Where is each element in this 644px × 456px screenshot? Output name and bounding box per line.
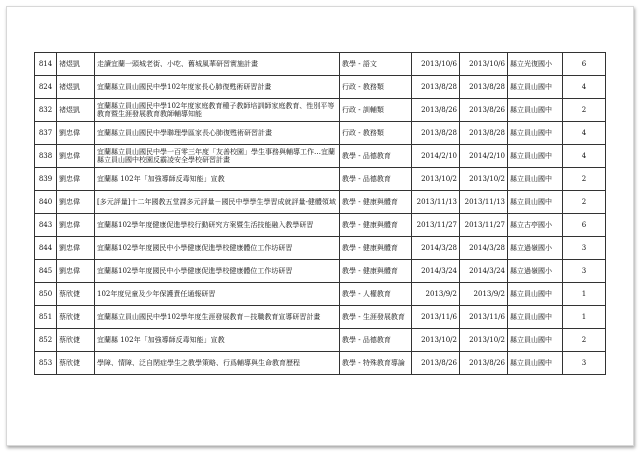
record-id-cell: 838 <box>35 145 57 168</box>
course-title-cell: 宜蘭縣102學年度健康促進學校行動研究方案暨生活技能融入教學研習 <box>95 214 340 237</box>
course-title-cell: [多元評量]十二年國教五堂課多元評量－國民中學學生學習成就評量-健體領域 <box>95 191 340 214</box>
table-row <box>35 99 606 122</box>
course-title-cell: 宜蘭縣 102年「加強導師反毒知能」宣教 <box>95 329 340 352</box>
hours-cell: 3 <box>563 237 606 260</box>
course-title-cell: 宜蘭縣立員山國民中學102年度家長心肺復甦術研習計畫 <box>95 76 340 99</box>
teacher-name-cell: 褚煜凱 <box>57 99 95 122</box>
category-cell: 教學 - 品德教育 <box>340 145 412 168</box>
end-date-cell: 2013/8/28 <box>460 122 508 145</box>
category-cell: 行政 - 訓輔類 <box>340 99 412 122</box>
table-row <box>35 122 606 145</box>
start-date-cell: 2013/9/2 <box>412 283 460 306</box>
hours-cell: 2 <box>563 99 606 122</box>
course-title-cell: 走讀宜蘭一頭城老街、小吃、舊城風華研習實施計畫 <box>95 53 340 76</box>
teacher-name-cell: 褚煜凱 <box>57 76 95 99</box>
end-date-cell: 2013/10/6 <box>460 53 508 76</box>
organizer-cell: 縣立過嶺國小 <box>508 237 563 260</box>
start-date-cell: 2013/11/27 <box>412 214 460 237</box>
teacher-name-cell: 劉忠偉 <box>57 260 95 283</box>
category-cell: 教學 - 語文 <box>340 53 412 76</box>
organizer-cell: 縣立員山國中 <box>508 99 563 122</box>
end-date-cell: 2013/8/26 <box>460 99 508 122</box>
record-id-cell: 844 <box>35 237 57 260</box>
category-cell: 教學 - 品德教育 <box>340 329 412 352</box>
teacher-name-cell: 褚煜凱 <box>57 53 95 76</box>
table-row <box>35 53 606 76</box>
end-date-cell: 2013/8/26 <box>460 352 508 375</box>
table-row <box>35 214 606 237</box>
category-cell: 教學 - 人權教育 <box>340 283 412 306</box>
organizer-cell: 縣立員山國中 <box>508 76 563 99</box>
teacher-name-cell: 蔡欣倢 <box>57 283 95 306</box>
organizer-cell: 縣立過嶺國小 <box>508 260 563 283</box>
organizer-cell: 縣立古亭國小 <box>508 214 563 237</box>
start-date-cell: 2014/3/24 <box>412 260 460 283</box>
start-date-cell: 2013/8/28 <box>412 122 460 145</box>
start-date-cell: 2014/3/28 <box>412 237 460 260</box>
hours-cell: 2 <box>563 191 606 214</box>
start-date-cell: 2013/10/2 <box>412 168 460 191</box>
organizer-cell: 縣立員山國中 <box>508 168 563 191</box>
category-cell: 教學 - 特殊教育導論 <box>340 352 412 375</box>
table-row <box>35 260 606 283</box>
table-row <box>35 283 606 306</box>
table-row <box>35 168 606 191</box>
start-date-cell: 2013/10/6 <box>412 53 460 76</box>
table-row <box>35 145 606 168</box>
record-id-cell: 853 <box>35 352 57 375</box>
hours-cell: 4 <box>563 122 606 145</box>
record-id-cell: 832 <box>35 99 57 122</box>
start-date-cell: 2014/2/10 <box>412 145 460 168</box>
category-cell: 教學 - 健康與體育 <box>340 260 412 283</box>
teacher-name-cell: 劉忠偉 <box>57 237 95 260</box>
record-id-cell: 840 <box>35 191 57 214</box>
category-cell: 行政 - 教務類 <box>340 76 412 99</box>
course-title-cell: 宜蘭縣立員山國民中學102學年度生涯發展教育－技職教育宣導研習計畫 <box>95 306 340 329</box>
table-row <box>35 329 606 352</box>
table-row <box>35 76 606 99</box>
hours-cell: 2 <box>563 168 606 191</box>
start-date-cell: 2013/11/6 <box>412 306 460 329</box>
course-title-cell: 學障、情障、泛自閉症學生之教學策略、行爲輔導與生命教育歷程 <box>95 352 340 375</box>
end-date-cell: 2013/8/28 <box>460 76 508 99</box>
category-cell: 教學 - 健康與體育 <box>340 214 412 237</box>
category-cell: 行政 - 教務類 <box>340 122 412 145</box>
organizer-cell: 縣立員山國中 <box>508 283 563 306</box>
record-id-cell: 845 <box>35 260 57 283</box>
record-id-cell: 837 <box>35 122 57 145</box>
training-records-table <box>34 52 606 375</box>
start-date-cell: 2013/8/26 <box>412 99 460 122</box>
course-title-cell: 宜蘭縣立員山國民中學102年度家庭教育種子教師培訓師家庭教育、性別平等教育暨生涯發展教育教師輔導知能 <box>95 99 340 122</box>
end-date-cell: 2013/10/2 <box>460 329 508 352</box>
hours-cell: 3 <box>563 352 606 375</box>
organizer-cell: 縣立員山國中 <box>508 145 563 168</box>
end-date-cell: 2013/11/27 <box>460 214 508 237</box>
category-cell: 教學 - 生涯發展教育 <box>340 306 412 329</box>
table-row <box>35 306 606 329</box>
hours-cell: 1 <box>563 283 606 306</box>
start-date-cell: 2013/8/26 <box>412 352 460 375</box>
course-title-cell: 宜蘭縣102學年度國民中小學健康促進學校健康體位工作坊研習 <box>95 260 340 283</box>
end-date-cell: 2013/11/13 <box>460 191 508 214</box>
course-title-cell: 宜蘭縣102學年度國民中小學健康促進學校健康體位工作坊研習 <box>95 237 340 260</box>
teacher-name-cell: 劉忠偉 <box>57 191 95 214</box>
category-cell: 教學 - 品德教育 <box>340 168 412 191</box>
hours-cell: 1 <box>563 306 606 329</box>
record-id-cell: 851 <box>35 306 57 329</box>
organizer-cell: 縣立員山國中 <box>508 191 563 214</box>
teacher-name-cell: 蔡欣倢 <box>57 329 95 352</box>
organizer-cell: 縣立員山國中 <box>508 329 563 352</box>
hours-cell: 4 <box>563 145 606 168</box>
record-id-cell: 843 <box>35 214 57 237</box>
hours-cell: 4 <box>563 76 606 99</box>
organizer-cell: 縣立員山國中 <box>508 352 563 375</box>
category-cell: 教學 - 健康與體育 <box>340 237 412 260</box>
hours-cell: 2 <box>563 329 606 352</box>
course-title-cell: 宜蘭縣 102年「加強導師反毒知能」宣教 <box>95 168 340 191</box>
table-row <box>35 191 606 214</box>
start-date-cell: 2013/10/2 <box>412 329 460 352</box>
teacher-name-cell: 劉忠偉 <box>57 145 95 168</box>
teacher-name-cell: 劉忠偉 <box>57 168 95 191</box>
start-date-cell: 2013/11/13 <box>412 191 460 214</box>
end-date-cell: 2013/10/2 <box>460 168 508 191</box>
table-row <box>35 237 606 260</box>
record-id-cell: 824 <box>35 76 57 99</box>
record-id-cell: 814 <box>35 53 57 76</box>
category-cell: 教學 - 健康與體育 <box>340 191 412 214</box>
end-date-cell: 2014/3/28 <box>460 237 508 260</box>
end-date-cell: 2014/3/24 <box>460 260 508 283</box>
teacher-name-cell: 蔡欣倢 <box>57 352 95 375</box>
start-date-cell: 2013/8/28 <box>412 76 460 99</box>
record-id-cell: 852 <box>35 329 57 352</box>
organizer-cell: 縣立員山國中 <box>508 306 563 329</box>
course-title-cell: 宜蘭縣立員山國民中學一百零三年度「友善校園」學生事務與輔導工作…宜蘭縣立員山國中校園反霸凌安全學校研習計畫 <box>95 145 340 168</box>
table-row <box>35 352 606 375</box>
teacher-name-cell: 劉忠偉 <box>57 122 95 145</box>
record-id-cell: 850 <box>35 283 57 306</box>
hours-cell: 6 <box>563 53 606 76</box>
course-title-cell: 宜蘭縣立員山國民中學聯理學區家長心肺復甦術研習計畫 <box>95 122 340 145</box>
hours-cell: 6 <box>563 214 606 237</box>
end-date-cell: 2013/11/6 <box>460 306 508 329</box>
hours-cell: 3 <box>563 260 606 283</box>
organizer-cell: 縣立員山國中 <box>508 122 563 145</box>
course-title-cell: 102年度兒童及少年保護責任通報研習 <box>95 283 340 306</box>
teacher-name-cell: 蔡欣倢 <box>57 306 95 329</box>
end-date-cell: 2013/9/2 <box>460 283 508 306</box>
record-id-cell: 839 <box>35 168 57 191</box>
end-date-cell: 2014/2/10 <box>460 145 508 168</box>
organizer-cell: 縣立光復國小 <box>508 53 563 76</box>
teacher-name-cell: 劉忠偉 <box>57 214 95 237</box>
